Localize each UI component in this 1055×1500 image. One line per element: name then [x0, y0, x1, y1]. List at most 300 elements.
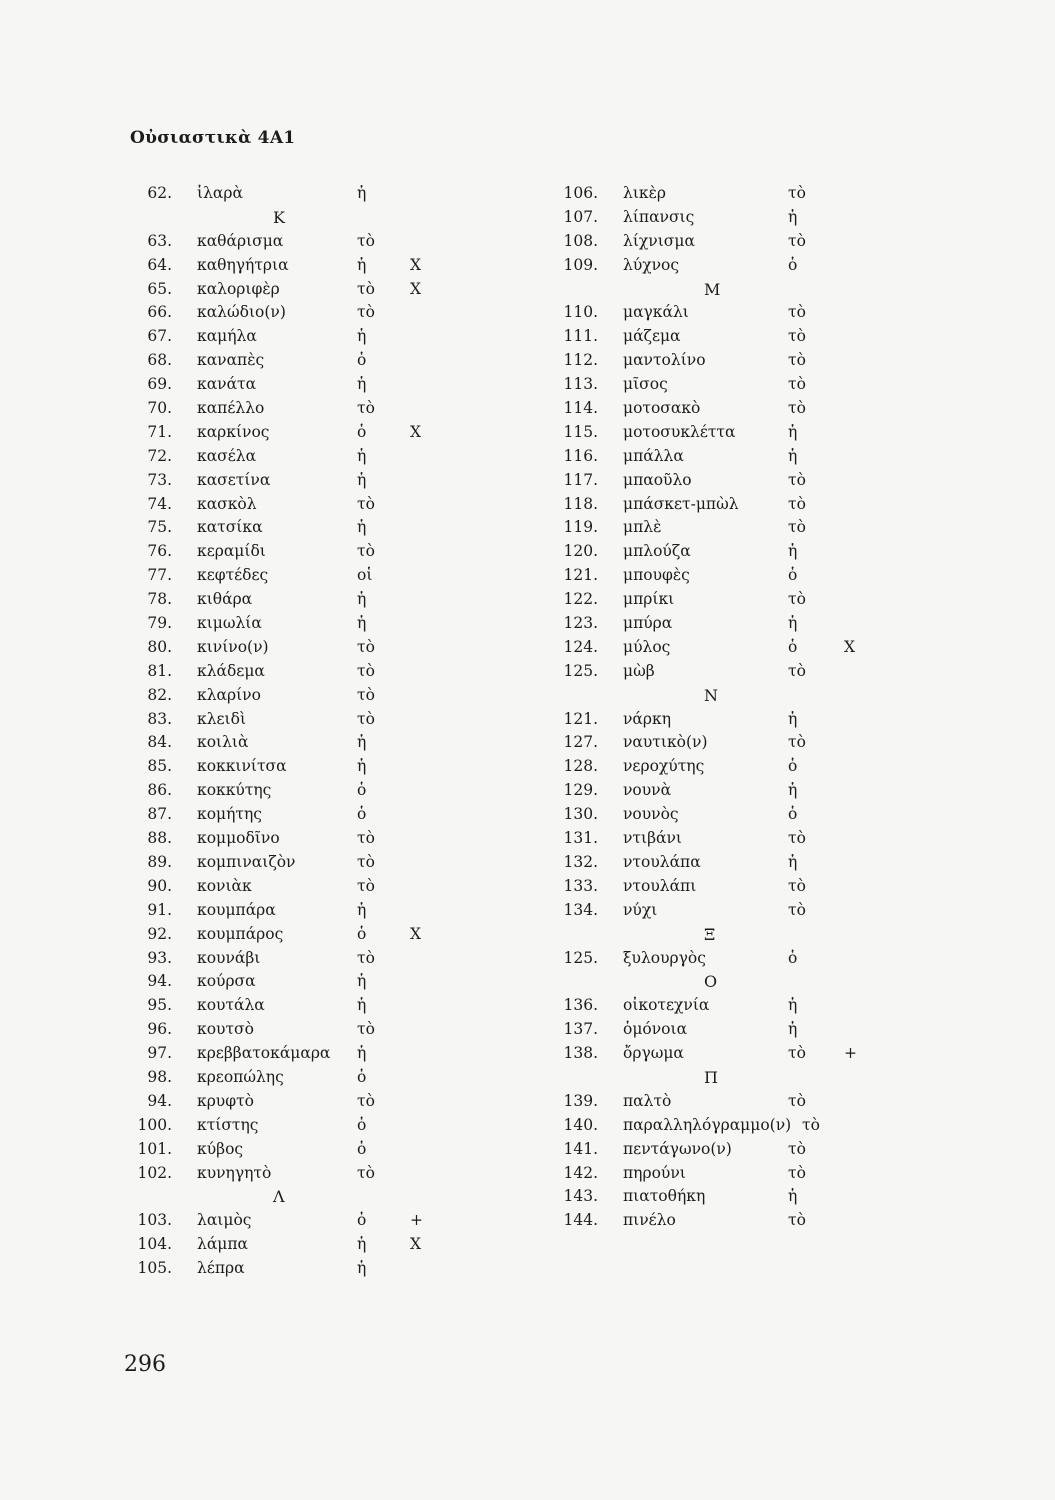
entry-number: 102.	[137, 1163, 172, 1182]
entry-row	[556, 1185, 976, 1209]
entry-row	[556, 947, 976, 971]
entry-row	[130, 636, 550, 660]
entry-number: 129.	[563, 781, 598, 800]
entry-word: κινίνο(ν)	[197, 637, 269, 656]
entry-word: νουνὸς	[623, 805, 679, 824]
entry-row	[556, 397, 976, 421]
entry-number: 75.	[147, 518, 172, 537]
entry-word: κουνάβι	[197, 948, 261, 967]
entry-word: ὄργωμα	[623, 1044, 684, 1063]
entry-word: πιατοθήκη	[623, 1187, 706, 1206]
entry-article: ὁ	[788, 805, 798, 824]
entry-article: τὸ	[357, 542, 375, 561]
entry-number: 93.	[147, 948, 172, 967]
entry-word: λικὲρ	[623, 184, 667, 202]
entry-word: καθάρισμα	[197, 231, 284, 250]
entry-number: 125.	[563, 948, 598, 967]
entry-article: ὁ	[788, 757, 798, 776]
entry-row	[130, 851, 550, 875]
entry-row	[130, 875, 550, 899]
entry-number: 74.	[147, 494, 172, 513]
entry-number: 117.	[563, 470, 598, 489]
entry-row	[556, 206, 976, 230]
entry-word: κομήτης	[197, 805, 262, 824]
entry-number: 106.	[563, 184, 598, 202]
entry-word: κτίστης	[197, 1115, 259, 1134]
entry-article: τὸ	[788, 327, 806, 346]
entry-row	[130, 182, 550, 206]
entry-number: 113.	[563, 375, 598, 394]
entry-word: μπάσκετ-μπὼλ	[623, 494, 739, 513]
entry-word: κυνηγητὸ	[197, 1163, 272, 1182]
entry-article: τὸ	[788, 829, 806, 848]
entry-article: τὸ	[357, 709, 375, 728]
entry-number: 81.	[147, 661, 172, 680]
entry-word: κλαρίνο	[197, 685, 261, 704]
entry-row	[130, 325, 550, 349]
entry-article: τὸ	[357, 231, 375, 250]
entry-row	[556, 469, 976, 493]
entry-article: ἡ	[357, 375, 367, 394]
entry-word: ντιβάνι	[623, 829, 683, 848]
entry-number: 77.	[147, 566, 172, 585]
entry-word: πεντάγωνο(ν)	[623, 1139, 732, 1158]
entry-number: 98.	[147, 1067, 172, 1086]
entry-article: τὸ	[357, 303, 375, 322]
entry-article: τὸ	[357, 399, 375, 418]
entry-article: ἡ	[357, 1259, 367, 1278]
entry-row	[556, 373, 976, 397]
entry-word: κεραμίδι	[197, 542, 266, 561]
entry-article: τὸ	[788, 590, 806, 609]
entry-number: 140.	[563, 1115, 598, 1134]
entry-article: ὁ	[788, 255, 798, 274]
entry-number: 121.	[563, 566, 598, 585]
entry-word: μῖσος	[623, 375, 668, 394]
entry-row	[130, 301, 550, 325]
entry-row	[130, 612, 550, 636]
section-letter: Ο	[704, 972, 718, 992]
entry-row	[130, 827, 550, 851]
entry-number: 124.	[563, 637, 598, 656]
entry-number: 63.	[147, 231, 172, 250]
entry-row	[556, 588, 976, 612]
entry-row	[130, 708, 550, 732]
entry-word: κύβος	[197, 1139, 244, 1158]
entry-row	[130, 660, 550, 684]
entry-word: νεροχύτης	[623, 757, 705, 776]
entry-article: ὁ	[357, 924, 367, 943]
entry-article: τὸ	[357, 948, 375, 967]
entry-article: ἡ	[788, 614, 798, 633]
entry-mark: Χ	[410, 279, 422, 298]
entry-number: 65.	[147, 279, 172, 298]
entry-article: ἡ	[788, 709, 798, 728]
entry-article: ἡ	[788, 996, 798, 1015]
entry-article: ὁ	[357, 1211, 367, 1230]
entry-word: καπέλλο	[197, 399, 265, 418]
entry-row	[556, 1114, 976, 1138]
entry-word: κουτάλα	[197, 996, 265, 1015]
entry-word: νύχι	[623, 900, 658, 919]
entry-row	[130, 1018, 550, 1042]
entry-number: 137.	[563, 1020, 598, 1039]
entry-row	[130, 1209, 550, 1233]
entry-number: 103.	[137, 1211, 172, 1230]
entry-row	[130, 1090, 550, 1114]
entry-article: τὸ	[788, 518, 806, 537]
entry-word: κοιλιὰ	[197, 733, 249, 752]
entry-article: ἡ	[357, 733, 367, 752]
entry-article: τὸ	[357, 494, 375, 513]
entry-row	[130, 493, 550, 517]
entry-article: τὸ	[788, 1044, 806, 1063]
entry-number: 101.	[137, 1139, 172, 1158]
entry-number: 120.	[563, 542, 598, 561]
entry-number: 131.	[563, 829, 598, 848]
entry-article: ὁ	[788, 948, 798, 967]
entry-word: κλάδεμα	[197, 661, 265, 680]
entry-word: μοτοσακὸ	[623, 399, 701, 418]
entry-word: λάμπα	[197, 1235, 249, 1254]
entry-row	[556, 731, 976, 755]
entry-word: κιμωλία	[197, 614, 262, 633]
entry-word: κουμπάρος	[197, 924, 284, 943]
entry-number: 94.	[147, 972, 172, 991]
entry-row	[556, 349, 976, 373]
entry-row	[556, 301, 976, 325]
entry-row	[130, 1114, 550, 1138]
entry-article: τὸ	[357, 637, 375, 656]
entry-article: ὁ	[357, 351, 367, 370]
entry-number: 88.	[147, 829, 172, 848]
entry-word: μπρίκι	[623, 590, 675, 609]
entry-number: 141.	[563, 1139, 598, 1158]
entry-word: μύλος	[623, 637, 671, 656]
entry-number: 85.	[147, 757, 172, 776]
entry-number: 70.	[147, 399, 172, 418]
entry-row	[556, 612, 976, 636]
entry-word: καθηγήτρια	[197, 255, 289, 274]
entry-word: πινέλο	[623, 1211, 676, 1230]
entry-word: κεφτέδες	[197, 566, 269, 585]
entry-word: ναυτικὸ(ν)	[623, 733, 708, 752]
entry-number: 96.	[147, 1020, 172, 1039]
entry-mark: Χ	[410, 924, 422, 943]
entry-word: κούρσα	[197, 972, 256, 991]
entry-article: τὸ	[357, 279, 375, 298]
entry-number: 87.	[147, 805, 172, 824]
entry-word: καρκίνος	[197, 422, 270, 441]
entry-row	[556, 1018, 976, 1042]
entry-article: ἡ	[788, 207, 798, 226]
entry-article: ἡ	[788, 542, 798, 561]
entry-word: κλειδὶ	[197, 709, 247, 728]
entry-article: τὸ	[357, 661, 375, 680]
entry-article: ἡ	[357, 446, 367, 465]
entry-article: ὁ	[357, 1067, 367, 1086]
entry-number: 92.	[147, 924, 172, 943]
entry-number: 143.	[563, 1187, 598, 1206]
entry-article: ὁ	[357, 1139, 367, 1158]
entry-row	[556, 516, 976, 540]
entry-number: 71.	[147, 422, 172, 441]
entry-word: κανάτα	[197, 375, 257, 394]
entry-number: 91.	[147, 900, 172, 919]
entry-word: κατσίκα	[197, 518, 263, 537]
entry-row	[130, 1257, 550, 1281]
section-letter: Λ	[273, 1187, 285, 1207]
entry-number: 144.	[563, 1211, 598, 1230]
entry-article: τὸ	[357, 1163, 375, 1182]
entry-number: 122.	[563, 590, 598, 609]
entry-word: καναπὲς	[197, 351, 265, 370]
entry-word: καμήλα	[197, 327, 257, 346]
section-letter: Π	[704, 1067, 718, 1087]
entry-number: 83.	[147, 709, 172, 728]
entry-row	[130, 254, 550, 278]
entry-row	[556, 1209, 976, 1233]
entry-number: 104.	[137, 1235, 172, 1254]
entry-article: τὸ	[357, 852, 375, 871]
entry-article: ὁ	[788, 566, 798, 585]
entry-number: 72.	[147, 446, 172, 465]
entry-row	[556, 899, 976, 923]
entry-row	[130, 421, 550, 445]
entry-number: 97.	[147, 1044, 172, 1063]
entry-word: μπλούζα	[623, 542, 691, 561]
entry-article: τὸ	[788, 733, 806, 752]
entry-number: 123.	[563, 614, 598, 633]
entry-row	[130, 540, 550, 564]
section-letter: Κ	[273, 207, 285, 227]
entry-row	[556, 660, 976, 684]
entry-row	[556, 803, 976, 827]
entry-row	[556, 254, 976, 278]
entry-number: 107.	[563, 207, 598, 226]
entry-number: 69.	[147, 375, 172, 394]
section-letter: Μ	[704, 279, 721, 299]
page-header: Οὐσιαστικὰ 4Α1	[130, 128, 296, 148]
entry-word: νάρκη	[623, 709, 671, 728]
entry-number: 108.	[563, 231, 598, 250]
entry-mark: Χ	[410, 1235, 422, 1254]
entry-article: τὸ	[788, 900, 806, 919]
entry-word: οἰκοτεχνία	[623, 996, 710, 1015]
entry-article: τὸ	[788, 303, 806, 322]
entry-word: καλώδιο(ν)	[197, 303, 286, 322]
entry-number: 116.	[563, 446, 598, 465]
entry-article: ἡ	[357, 900, 367, 919]
entry-article: ὁ	[357, 781, 367, 800]
entry-word: καλοριφὲρ	[197, 279, 280, 298]
entry-row	[130, 923, 550, 947]
entry-article: ὁ	[357, 422, 367, 441]
entry-row	[556, 540, 976, 564]
page-number: 296	[124, 1352, 166, 1377]
section-letter: Ν	[704, 685, 718, 705]
entry-article: ἡ	[357, 614, 367, 633]
entry-article: τὸ	[788, 231, 806, 250]
entry-article: τὸ	[788, 1091, 806, 1110]
entry-row	[130, 947, 550, 971]
entry-article: τὸ	[788, 375, 806, 394]
entry-word: κιθάρα	[197, 590, 253, 609]
entry-number: 100.	[137, 1115, 172, 1134]
entry-word: μπύρα	[623, 614, 673, 633]
entry-row	[556, 182, 976, 206]
entry-word: κουτσὸ	[197, 1020, 254, 1039]
entry-number: 82.	[147, 685, 172, 704]
entry-word: παραλληλόγραμμο(ν)	[623, 1115, 792, 1134]
entry-number: 125.	[563, 661, 598, 680]
entry-number: 68.	[147, 351, 172, 370]
entry-word: ντουλάπα	[623, 852, 701, 871]
entry-mark: +	[410, 1211, 423, 1230]
entry-word: κονιὰκ	[197, 876, 252, 895]
entry-number: 111.	[563, 327, 598, 346]
entry-article: τὸ	[802, 1115, 820, 1134]
entry-word: πηρούνι	[623, 1163, 686, 1182]
entry-row	[130, 588, 550, 612]
entry-number: 133.	[563, 876, 598, 895]
entry-row	[556, 493, 976, 517]
entry-article: ἡ	[357, 255, 367, 274]
entry-number: 67.	[147, 327, 172, 346]
entry-row	[130, 684, 550, 708]
entry-row	[130, 445, 550, 469]
entry-row	[130, 564, 550, 588]
entry-article: ἡ	[357, 757, 367, 776]
entry-word: κομμοδῖνο	[197, 829, 280, 848]
entry-number: 94.	[147, 1091, 172, 1110]
entry-row	[556, 1162, 976, 1186]
entry-article: ἡ	[788, 852, 798, 871]
entry-article: ἡ	[357, 1235, 367, 1254]
entry-article: ἡ	[357, 518, 367, 537]
entry-number: 130.	[563, 805, 598, 824]
entry-word: κρεββατοκάμαρα	[197, 1044, 331, 1063]
entry-number: 136.	[563, 996, 598, 1015]
entry-article: τὸ	[788, 351, 806, 370]
entry-word: μπάλλα	[623, 446, 684, 465]
entry-mark: Χ	[844, 637, 856, 656]
entry-number: 84.	[147, 733, 172, 752]
entry-number: 73.	[147, 470, 172, 489]
entry-number: 142.	[563, 1163, 598, 1182]
entry-article: τὸ	[788, 1163, 806, 1182]
entry-row	[556, 1042, 976, 1066]
entry-word: κοκκινίτσα	[197, 757, 287, 776]
entry-word: λαιμὸς	[197, 1211, 252, 1230]
entry-article: ὁ	[357, 805, 367, 824]
entry-word: μοτοσυκλέττα	[623, 422, 736, 441]
entry-article: τὸ	[357, 876, 375, 895]
entry-row	[130, 469, 550, 493]
entry-row	[130, 899, 550, 923]
entry-row	[130, 1233, 550, 1257]
entry-word: λέπρα	[197, 1259, 245, 1278]
entry-word: μπαοῦλο	[623, 470, 692, 489]
entry-row	[556, 636, 976, 660]
entry-number: 66.	[147, 303, 172, 322]
entry-row	[130, 278, 550, 302]
entry-word: μαγκάλι	[623, 303, 689, 322]
entry-number: 76.	[147, 542, 172, 561]
entry-article: ἡ	[357, 996, 367, 1015]
entry-row	[556, 1090, 976, 1114]
entry-row	[130, 397, 550, 421]
entry-article: τὸ	[357, 829, 375, 848]
entry-article: ὁ	[357, 1115, 367, 1134]
entry-article: τὸ	[357, 1020, 375, 1039]
entry-number: 112.	[563, 351, 598, 370]
entry-word: μαντολίνο	[623, 351, 706, 370]
entry-number: 138.	[563, 1044, 598, 1063]
entry-number: 89.	[147, 852, 172, 871]
entry-word: κασέλα	[197, 446, 257, 465]
entry-row	[556, 994, 976, 1018]
entry-number: 115.	[563, 422, 598, 441]
entry-article: τὸ	[788, 1139, 806, 1158]
entry-row	[556, 421, 976, 445]
left-column	[130, 182, 550, 1281]
entry-word: λίχνισμα	[623, 231, 695, 250]
entry-number: 79.	[147, 614, 172, 633]
entry-row	[130, 755, 550, 779]
entry-number: 114.	[563, 399, 598, 418]
entry-row	[556, 445, 976, 469]
entry-word: κοκκύτης	[197, 781, 272, 800]
entry-row	[556, 827, 976, 851]
entry-number: 121.	[563, 709, 598, 728]
entry-row	[556, 1138, 976, 1162]
entry-word: κομπιναιζὸν	[197, 852, 296, 871]
entry-row	[130, 994, 550, 1018]
entry-article: ἡ	[788, 781, 798, 800]
entry-word: κουμπάρα	[197, 900, 276, 919]
entry-word: λύχνος	[623, 255, 680, 274]
entry-row	[130, 1042, 550, 1066]
entry-row	[130, 230, 550, 254]
entry-article: τὸ	[357, 685, 375, 704]
entry-row	[556, 230, 976, 254]
entry-number: 62.	[147, 184, 172, 202]
entry-number: 78.	[147, 590, 172, 609]
entry-article: τὸ	[788, 876, 806, 895]
entry-article: ἡ	[788, 446, 798, 465]
entry-number: 118.	[563, 494, 598, 513]
entry-mark: Χ	[410, 255, 422, 274]
entry-number: 90.	[147, 876, 172, 895]
entry-word: μπουφὲς	[623, 566, 690, 585]
entry-number: 64.	[147, 255, 172, 274]
entry-article: ἡ	[357, 184, 367, 202]
entry-row	[556, 779, 976, 803]
entry-row	[130, 779, 550, 803]
entry-row	[556, 325, 976, 349]
entry-word: λίπανσις	[623, 207, 695, 226]
entry-row	[130, 516, 550, 540]
entry-number: 80.	[147, 637, 172, 656]
entry-number: 139.	[563, 1091, 598, 1110]
entry-word: κασκὸλ	[197, 494, 257, 513]
right-column	[556, 182, 976, 1233]
entry-article: τὸ	[788, 184, 806, 202]
entry-number: 109.	[563, 255, 598, 274]
entry-row	[130, 803, 550, 827]
entry-article: ἡ	[357, 972, 367, 991]
